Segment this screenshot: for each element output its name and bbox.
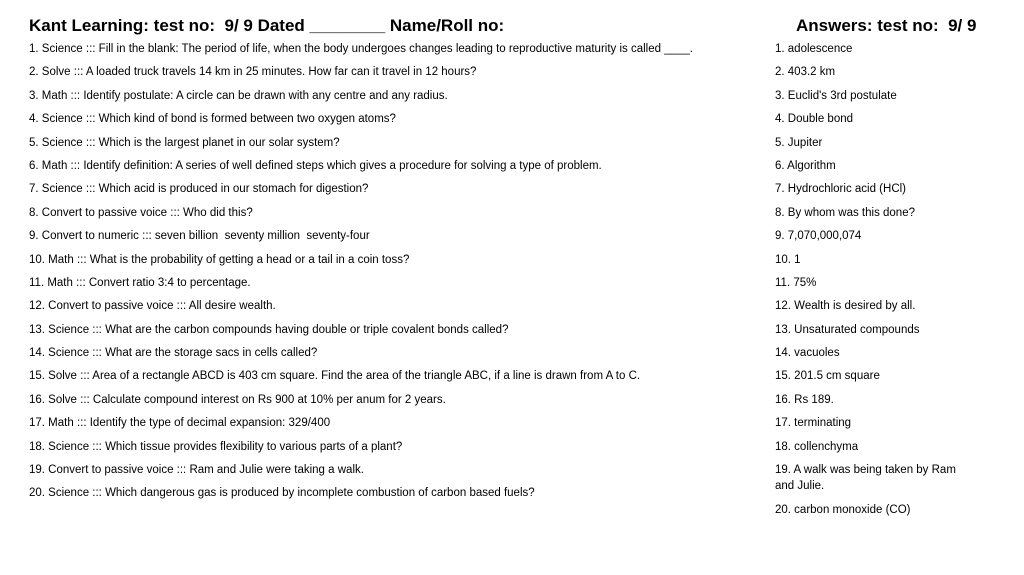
question-item: 3. Math ::: Identify postulate: A circle can be drawn with any centre and any radius. [29,89,448,102]
question-item: 4. Science ::: Which kind of bond is formed between two oxygen atoms? [29,113,396,126]
question-item: 15. Solve ::: Area of a rectangle ABCD is 403 cm square. Find the area of the triangle ABC, if a line is drawn from A to C. [29,370,641,383]
question-item: 12. Convert to passive voice ::: All desire wealth. [29,300,276,313]
answer-item: 9. 7,070,000,074 [775,230,862,243]
answer-item: 16. Rs 189. [775,393,834,406]
answer-item: 11. 75% [775,276,817,289]
answer-item: 12. Wealth is desired by all. [775,300,916,313]
question-item: 18. Science ::: Which tissue provides flexibility to various parts of a plant? [29,440,403,453]
question-item: 8. Convert to passive voice ::: Who did this? [29,206,253,219]
question-item: 14. Science ::: What are the storage sacs in cells called? [29,347,318,360]
question-item: 19. Convert to passive voice ::: Ram and Julie were taking a walk. [29,464,364,477]
answer-item: 4. Double bond [775,113,854,126]
answers-list [775,40,975,524]
question-item: 1. Science ::: Fill in the blank: The period of life, when the body undergoes changes leading to reproductive maturity is called ____. [29,43,693,55]
answer-item: 18. collenchyma [775,440,859,453]
answer-item: 10. 1 [775,253,801,266]
answer-item: 20. carbon monoxide (CO) [775,504,911,517]
question-item: 20. Science ::: Which dangerous gas is produced by incomplete combustion of carbon based fuels? [29,487,535,500]
questions-list [29,40,759,508]
question-item: 13. Science ::: What are the carbon compounds having double or triple covalent bonds called? [29,323,509,336]
question-item: 16. Solve ::: Calculate compound interest on Rs 900 at 10% per anum for 2 years. [29,393,446,406]
answer-item: 19. A walk was being taken by Ram and Julie. [775,464,956,493]
question-item: 9. Convert to numeric ::: seven billion seventy million seventy-four [29,230,370,243]
question-item: 7. Science ::: Which acid is produced in our stomach for digestion? [29,183,369,196]
test-title: Kant Learning: test no: 9/ 9 Dated ________ Name/Roll no: [29,16,505,35]
answers-title: Answers: test no: 9/ 9 [796,16,977,35]
answer-item: 6. Algorithm [775,159,836,172]
answer-item: 3. Euclid's 3rd postulate [775,89,897,102]
question-item: 10. Math ::: What is the probability of getting a head or a tail in a coin toss? [29,253,410,266]
question-item: 5. Science ::: Which is the largest planet in our solar system? [29,136,340,149]
answer-item: 1. adolescence [775,43,853,55]
question-item: 2. Solve ::: A loaded truck travels 14 km in 25 minutes. How far can it travel in 12 hours? [29,66,477,79]
question-item: 17. Math ::: Identify the type of decimal expansion: 329/400 [29,417,331,430]
answer-item: 7. Hydrochloric acid (HCl) [775,183,907,196]
answer-item: 13. Unsaturated compounds [775,323,920,336]
answer-item: 17. terminating [775,417,852,430]
answer-item: 14. vacuoles [775,347,840,360]
question-item: 11. Math ::: Convert ratio 3:4 to percentage. [29,276,251,289]
answer-item: 8. By whom was this done? [775,206,915,219]
answer-item: 15. 201.5 cm square [775,370,880,383]
answer-item: 5. Jupiter [775,136,823,149]
answer-item: 2. 403.2 km [775,66,836,79]
question-item: 6. Math ::: Identify definition: A series of well defined steps which gives a procedure for solving a type of problem. [29,159,602,172]
